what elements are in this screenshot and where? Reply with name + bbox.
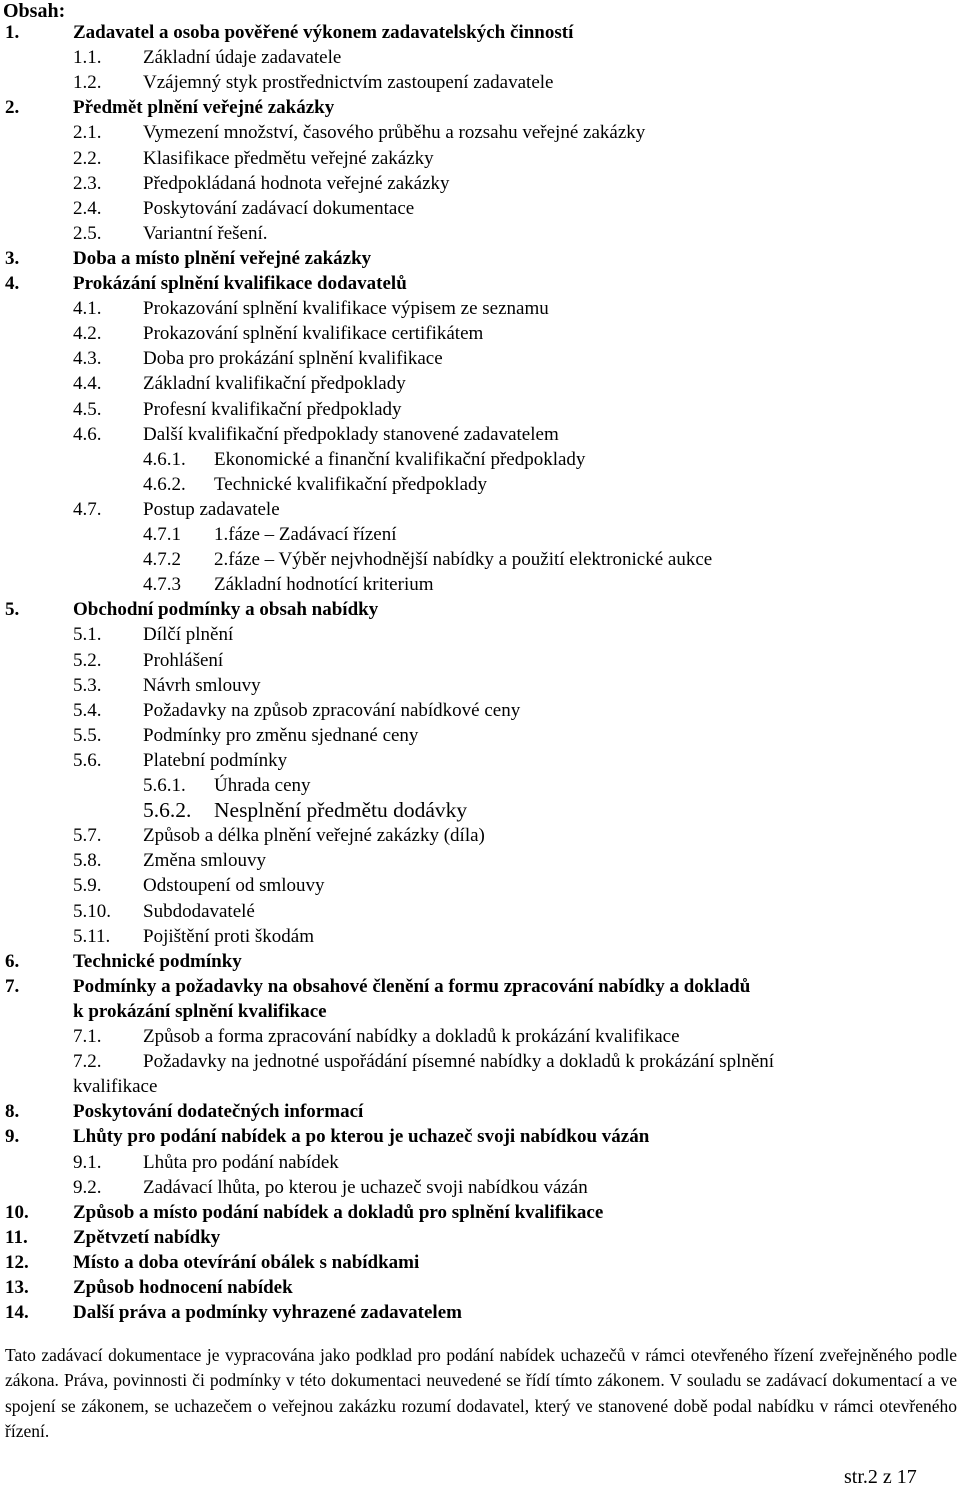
toc-entry-number: 12. (5, 1251, 29, 1273)
toc-entry-title: Požadavky na jednotné uspořádání písemné nabídky a dokladů k prokázání splnění (143, 1051, 775, 1073)
toc-entry-title: Prohlášení (143, 649, 224, 671)
toc-entry-title: Doba a místo plnění veřejné zakázky (73, 247, 372, 269)
toc-entry-number: 2.4. (73, 197, 102, 219)
toc-entry-number: 5.6.2. (143, 798, 192, 823)
toc-entry-number: 5.11. (73, 925, 111, 947)
toc-entry-number: 9.2. (73, 1176, 102, 1198)
toc-entry-title: Nesplnění předmětu dodávky (214, 798, 468, 823)
toc-entry-number: 4. (5, 273, 20, 294)
toc-entry-title: Postup zadavatele (143, 498, 280, 520)
toc-entry-title: Odstoupení od smlouvy (143, 875, 325, 897)
toc-entry-title: Základní kvalifikační předpoklady (143, 373, 406, 395)
toc-entry-number: 13. (5, 1277, 29, 1298)
toc-entry-number: 10. (5, 1201, 29, 1223)
toc-entry-number: 7.2. (73, 1051, 102, 1073)
toc-entry-title: Zadavatel a osoba pověřené výkonem zadavatelských činností (73, 22, 574, 43)
toc-entry-title: Dílčí plnění (143, 624, 234, 646)
toc-entry-number: 5.8. (73, 850, 102, 872)
toc-entry-number: 4.3. (73, 348, 102, 370)
toc-entry-title: Klasifikace předmětu veřejné zakázky (143, 147, 434, 169)
toc-entry-number: 4.1. (73, 298, 102, 320)
toc-entry-number: 2.3. (73, 172, 102, 194)
toc-entry-number: 4.7.2 (143, 549, 181, 571)
toc-entry-title: kvalifikace (73, 1076, 158, 1098)
toc-entry-title: Vzájemný styk prostřednictvím zastoupení zadavatele (143, 72, 554, 94)
toc-entry-title: Ekonomické a finanční kvalifikační předpoklady (214, 448, 586, 470)
toc-entry-number: 4.4. (73, 373, 102, 395)
toc-title: Obsah: (3, 0, 66, 22)
toc-entry-title: Způsob a délka plnění veřejné zakázky (díla) (143, 825, 485, 847)
toc-entry-title: Subdodavatelé (143, 900, 255, 922)
toc-entry-title: Další kvalifikační předpoklady stanovené zadavatelem (143, 423, 559, 445)
toc-entry-title: Lhůta pro podání nabídek (143, 1151, 339, 1173)
toc-entry-number: 5.5. (73, 724, 102, 746)
toc-entry-number: 5.9. (73, 875, 102, 897)
toc-entry-number: 2.1. (73, 122, 102, 144)
toc-entry-number: 5. (5, 599, 20, 621)
toc-entry-title: Pojištění proti škodám (143, 925, 314, 947)
toc-entry-title: Obchodní podmínky a obsah nabídky (73, 599, 379, 621)
toc-entry-number: 2.2. (73, 147, 102, 169)
page-number: str.2 z 17 (844, 1466, 917, 1488)
toc-entry-title: Podmínky a požadavky na obsahové členění a formu zpracování nabídky a dokladů (73, 975, 751, 997)
toc-entry-number: 5.2. (73, 649, 102, 671)
toc-entry-number: 5.4. (73, 699, 102, 721)
toc-entry-title: Lhůty pro podání nabídek a po kterou je uchazeč svoji nabídkou vázán (73, 1126, 650, 1148)
toc-entry-title: Úhrada ceny (214, 775, 311, 796)
toc-entry-title: k prokázání splnění kvalifikace (73, 1000, 327, 1022)
toc-entry-title: Podmínky pro změnu sjednané ceny (143, 724, 419, 746)
toc-entry-number: 4.7.1 (143, 524, 181, 545)
toc-entry-title: 1.fáze – Zadávací řízení (214, 524, 397, 545)
toc-entry-number: 4.7.3 (143, 574, 181, 596)
toc-entry-title: Prokazování splnění kvalifikace certifikátem (143, 323, 484, 345)
toc-entry-number: 5.6. (73, 749, 102, 771)
toc-entry-title: Základní hodnotící kriterium (214, 574, 434, 596)
toc-entry-title: Způsob hodnocení nabídek (73, 1277, 293, 1298)
toc-entry-title: Technické podmínky (73, 950, 242, 972)
toc-entry-title: Zadávací lhůta, po kterou je uchazeč svoji nabídkou vázán (143, 1176, 588, 1198)
toc-entry-number: 4.2. (73, 323, 102, 345)
toc-entry-title: Profesní kvalifikační předpoklady (143, 398, 402, 420)
toc-entry-number: 5.7. (73, 825, 102, 847)
toc-entry-title: Zpětvzetí nabídky (73, 1226, 221, 1248)
toc-entry-number: 7.1. (73, 1026, 102, 1047)
toc-entry-number: 4.6. (73, 423, 102, 445)
toc-entry-number: 8. (5, 1101, 20, 1123)
toc-entry-number: 5.6.1. (143, 775, 186, 796)
toc-entry-title: Platební podmínky (143, 749, 288, 771)
toc-entry-number: 7. (5, 975, 20, 997)
intro-paragraph: Tato zadávací dokumentace je vypracována jako podklad pro podání nabídek uchazečů v rámci otevřeného řízení zveřejněného podle zákona. Práva, povinnosti či podmínky v této dokumentaci neuvedené se řídí tímto zákonem. V souladu se zadávací dokumentací a ve spojení se zákonem, se uchazečem o veřejnou zakázku rozumí dodavatel, který ve stanovené době podal nabídku v rámci otevřeného řízení. (5, 1345, 957, 1441)
toc-entry-number: 4.5. (73, 398, 102, 420)
toc-entry-title: Způsob a forma zpracování nabídky a dokladů k prokázání kvalifikace (143, 1026, 680, 1047)
toc-entry-title: Vymezení množství, časového průběhu a rozsahu veřejné zakázky (143, 122, 646, 144)
toc-entry-number: 9. (5, 1126, 20, 1148)
toc-entry-title: Předpokládaná hodnota veřejné zakázky (143, 172, 450, 194)
toc-entry-title: Předmět plnění veřejné zakázky (73, 97, 335, 119)
toc-entry-number: 5.3. (73, 674, 102, 696)
toc-entry-title: Změna smlouvy (143, 850, 266, 872)
toc-entry-title: Základní údaje zadavatele (143, 47, 342, 69)
toc-entry-number: 11. (5, 1226, 28, 1248)
toc-entry-title: Doba pro prokázání splnění kvalifikace (143, 348, 443, 370)
toc-entry-title: Poskytování dodatečných informací (73, 1101, 364, 1123)
toc-entry-title: Prokázání splnění kvalifikace dodavatelů (73, 273, 407, 294)
toc-entry-number: 2.5. (73, 222, 102, 244)
toc-entry-number: 1. (5, 22, 20, 43)
toc-entry-title: Způsob a místo podání nabídek a dokladů pro splnění kvalifikace (73, 1201, 604, 1223)
toc-entry-title: Požadavky na způsob zpracování nabídkové ceny (143, 699, 521, 721)
toc-entry-number: 14. (5, 1302, 29, 1324)
toc-entry-number: 5.10. (73, 900, 111, 922)
toc-entry-title: Variantní řešení. (143, 222, 268, 244)
toc-entry-number: 2. (5, 97, 20, 119)
toc-entry-number: 6. (5, 950, 20, 972)
toc-entry-number: 4.6.2. (143, 473, 186, 495)
toc-entry-title: Poskytování zadávací dokumentace (143, 197, 415, 219)
toc-entry-title: Další práva a podmínky vyhrazené zadavatelem (73, 1302, 462, 1324)
toc-entry-number: 4.7. (73, 498, 102, 520)
toc-entry-number: 3. (5, 247, 20, 269)
toc-entry-number: 1.1. (73, 47, 102, 69)
toc-entry-number: 9.1. (73, 1151, 102, 1173)
toc-entry-title: Technické kvalifikační předpoklady (214, 473, 488, 495)
toc-entry-number: 1.2. (73, 72, 102, 94)
toc-entry-title: 2.fáze – Výběr nejvhodnější nabídky a použití elektronické aukce (214, 549, 713, 571)
toc-entry-title: Prokazování splnění kvalifikace výpisem ze seznamu (143, 298, 549, 320)
toc-entry-number: 5.1. (73, 624, 102, 646)
toc-entry-number: 4.6.1. (143, 448, 186, 470)
toc-entry-title: Místo a doba otevírání obálek s nabídkami (73, 1251, 420, 1273)
toc-entry-title: Návrh smlouvy (143, 674, 261, 696)
